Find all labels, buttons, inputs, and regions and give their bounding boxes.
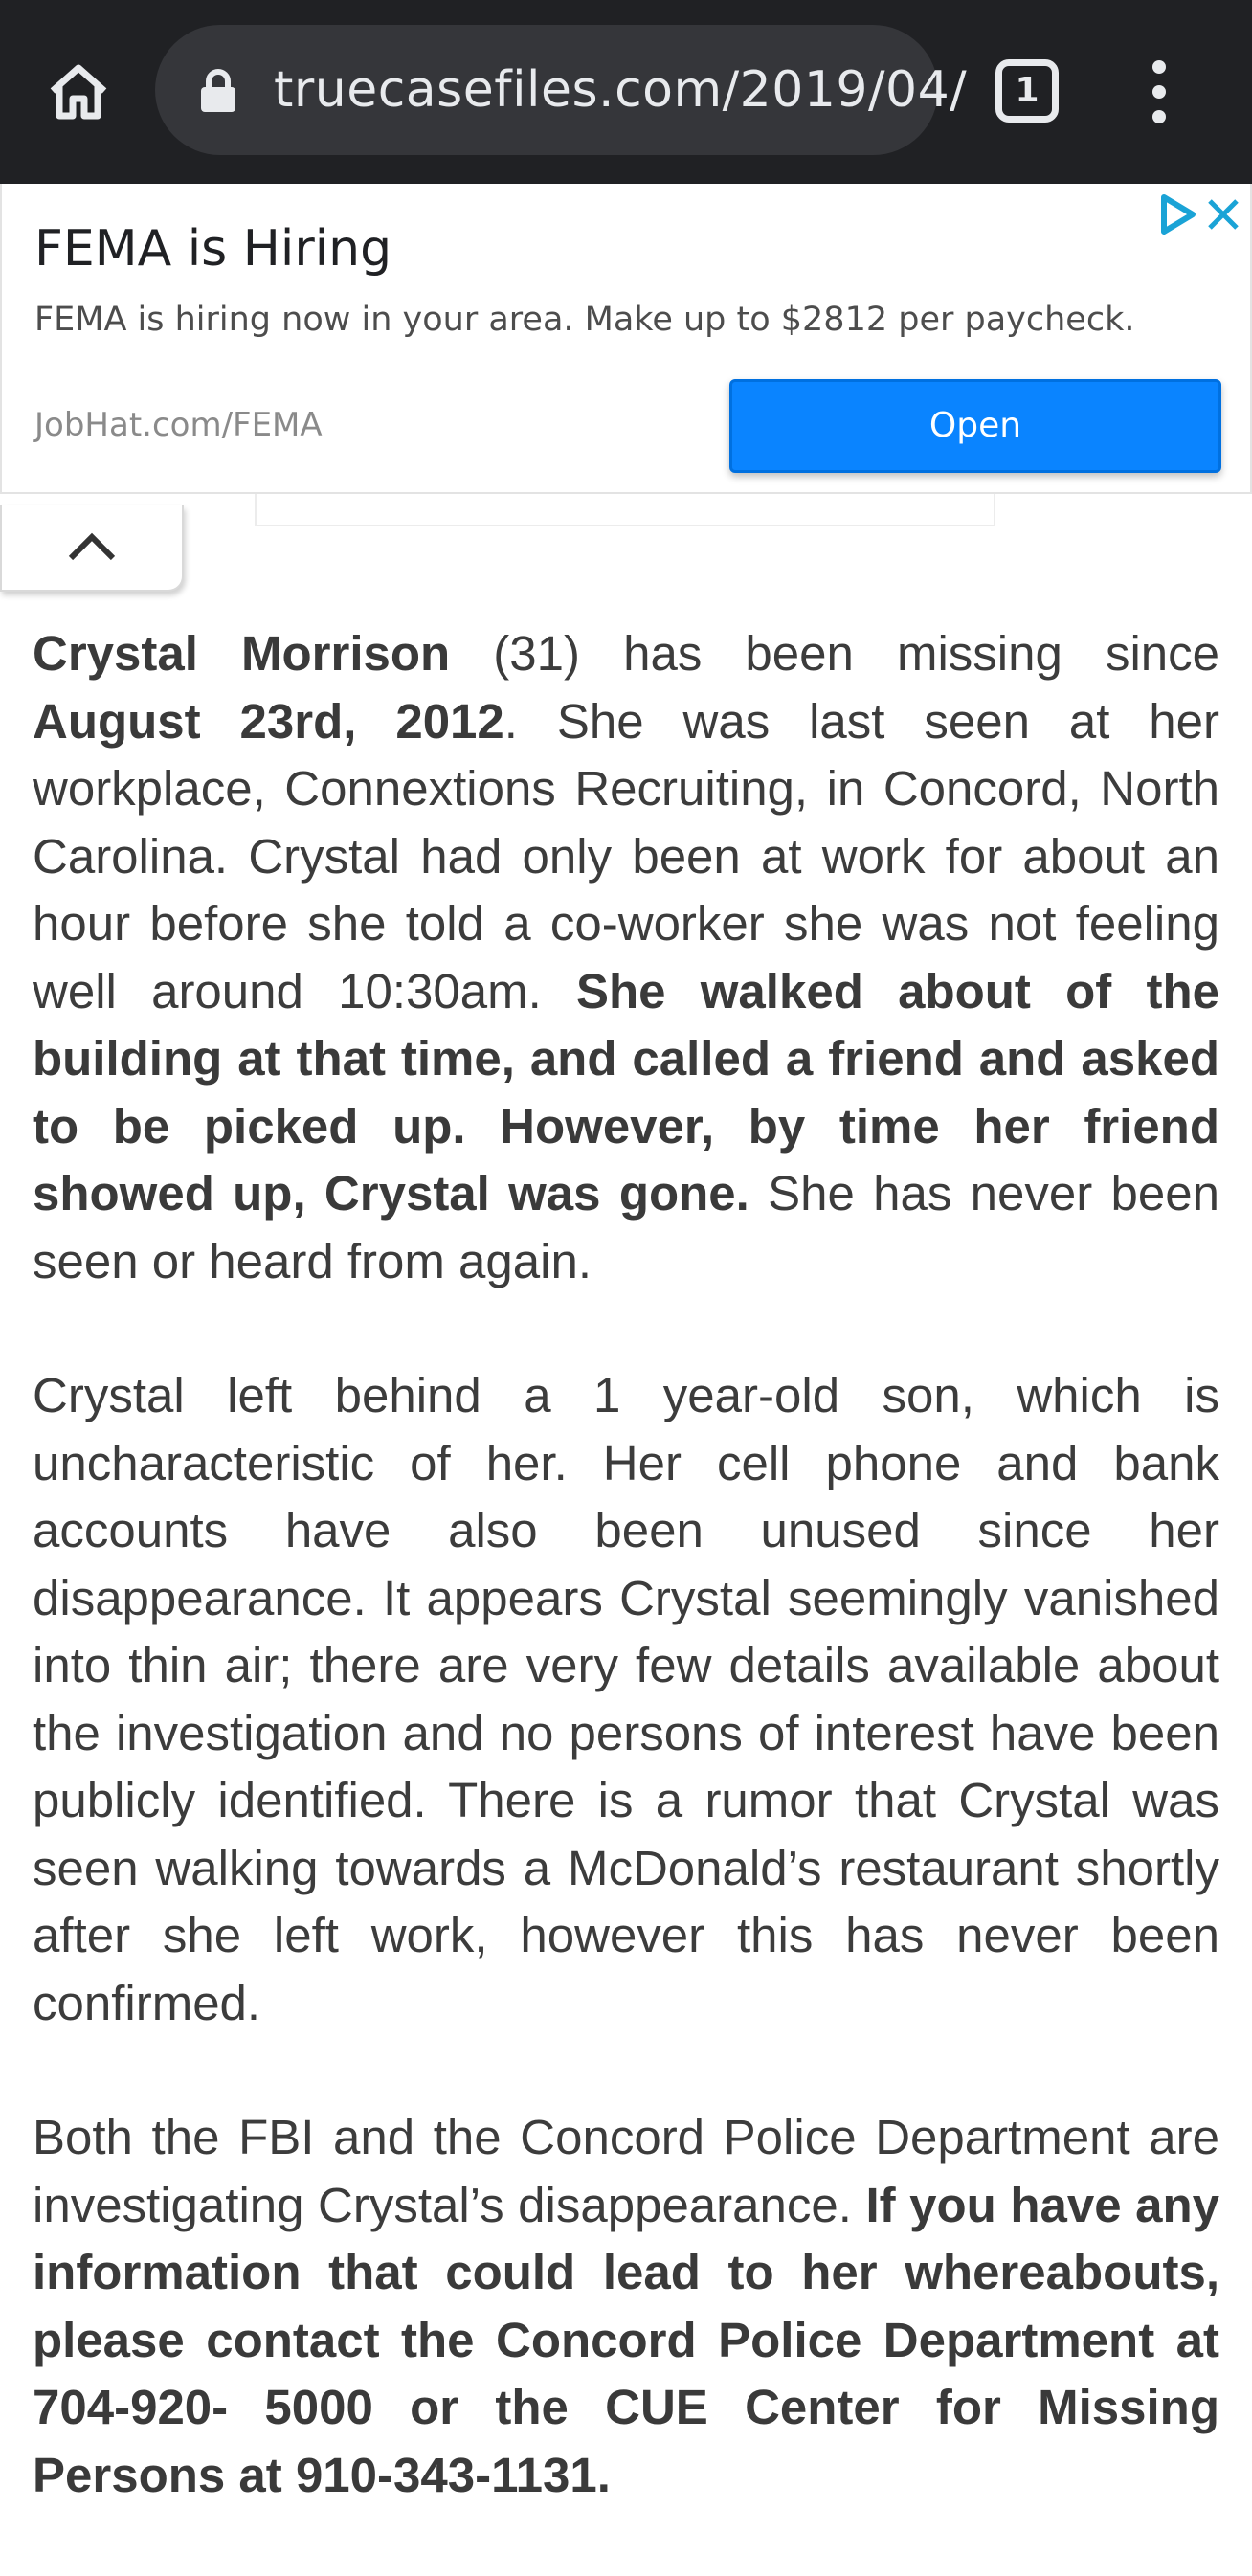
ad-title: FEMA is Hiring <box>34 220 392 278</box>
text-run: Both the FBI and the Concord Police Department are investigating Crystal’s disappearance. <box>33 2110 1219 2232</box>
open-button[interactable]: Open <box>729 379 1221 473</box>
chevron-up-icon <box>65 531 119 564</box>
text-run: (31) has been missing since <box>450 626 1220 681</box>
ad-description: FEMA is hiring now in your area. Make up to $2812 per paycheck. <box>34 301 1135 339</box>
missing-date: August 23rd, 2012 <box>33 693 504 749</box>
tab-switcher-button[interactable]: 1 <box>995 59 1059 123</box>
contact-info: If you have any information that could lead to her whereabouts, please contact the Concord Police Department at 704-920- 5000 or the CUE Center for Missing Persons at 910-343-1131. <box>33 2177 1219 2502</box>
url-bar[interactable] <box>155 25 968 155</box>
text-run: She has never been seen or heard from again. <box>33 1166 1219 1288</box>
lock-icon <box>197 69 239 113</box>
collapse-ad-button[interactable] <box>0 505 184 592</box>
ad-shadow <box>255 494 995 526</box>
close-icon[interactable] <box>1204 195 1242 234</box>
article-body <box>33 620 1219 2576</box>
ad-banner[interactable] <box>0 184 1252 494</box>
paragraph-2: Crystal left behind a 1 year-old son, which is uncharacteristic of her. Her cell phone and bank accounts have also been unused since her disappearance. It appears Crystal seemingly vanished into thin air; there are very few details available about the investigation and no persons of interest have been publicly identified. There is a rumor that Crystal was seen walking towards a McDonald’s restaurant shortly after she left work, however this has never been confirmed. <box>33 1368 1219 2030</box>
paragraph-1 <box>33 620 1219 1295</box>
browser-toolbar <box>0 0 1252 184</box>
url-text[interactable]: truecasefiles.com/2019/04/ <box>274 61 968 119</box>
paragraph-3 <box>33 2104 1219 2509</box>
more-options-icon[interactable] <box>1135 54 1183 130</box>
bold-text: She walked about of the building at that time, and called a friend and asked to be picked up. However, by time her friend showed up, Crystal was gone. <box>33 963 1219 1221</box>
person-name: Crystal Morrison <box>33 626 451 681</box>
adchoices-icon[interactable] <box>1151 191 1200 237</box>
home-icon[interactable] <box>38 54 119 130</box>
ad-domain: JobHat.com/FEMA <box>34 406 323 444</box>
text-run: . She was last seen at her workplace, Connextions Recruiting, in Concord, North Carolina. Crystal had only been at work for about an hour before she told a co-worker she was not feeling well around 10:30am. <box>33 693 1220 1019</box>
